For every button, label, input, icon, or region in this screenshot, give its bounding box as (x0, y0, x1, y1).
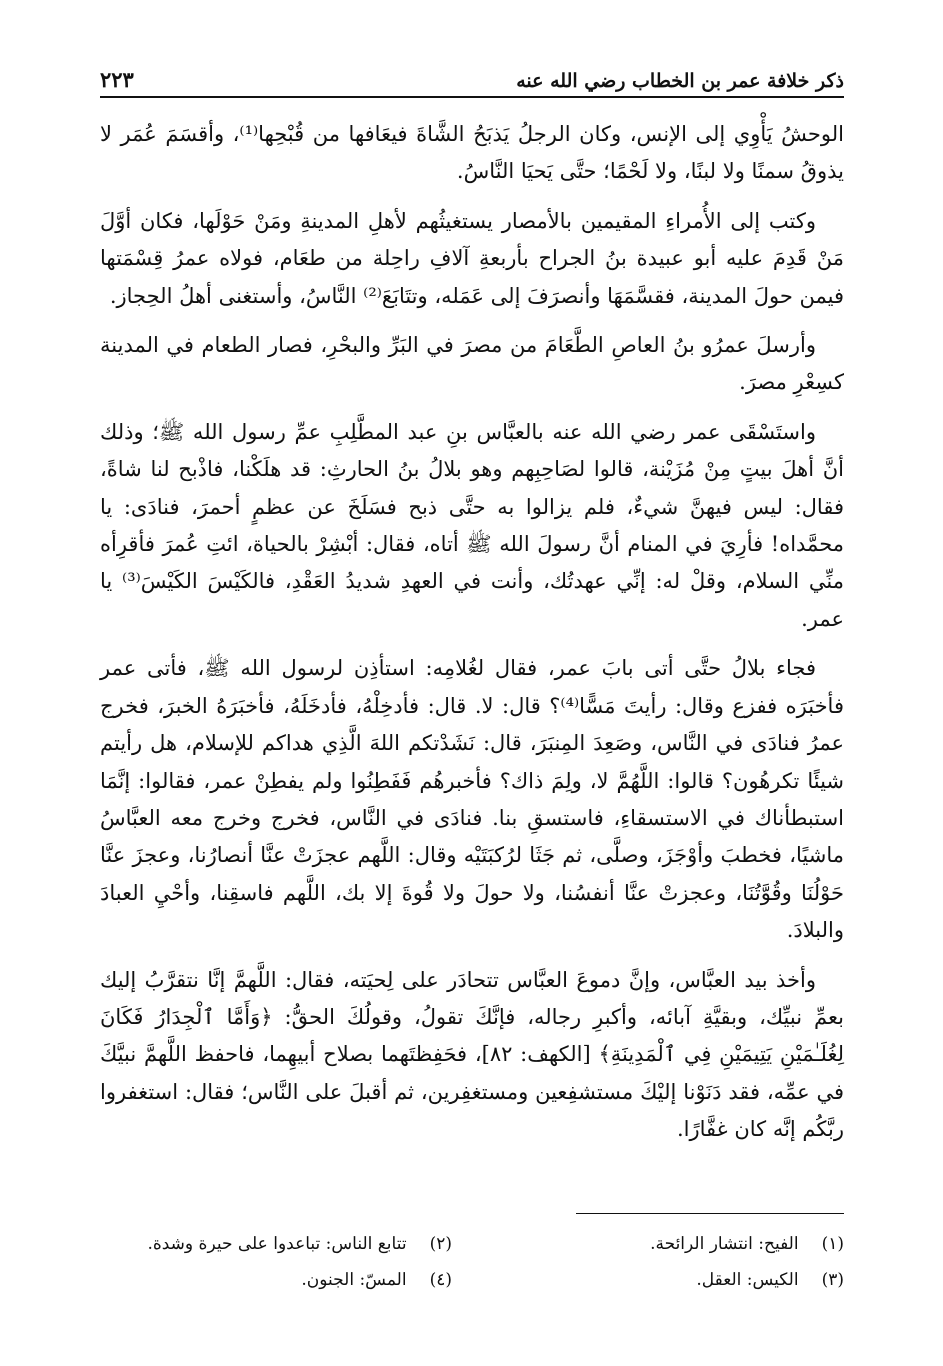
footnote-text: الفيح: انتشار الرائحة. (650, 1234, 799, 1254)
footnote-number: (١) (821, 1234, 844, 1254)
page-number: ٢٢٣ (100, 67, 134, 92)
footnote (492, 1226, 844, 1262)
footnote-text: الكيس: العقل. (696, 1270, 799, 1290)
footnote (100, 1262, 452, 1298)
paragraph: وأرسلَ عمرُو بنُ العاصِ الطَّعَامَ من مصرَ في البَرِّ والبحْرِ، فصار الطعام في المدينة كسِعْرِ مصرَ. (100, 333, 844, 395)
footnote-number: (٣) (821, 1270, 844, 1290)
footnotes (100, 1226, 844, 1298)
paragraph: وأخذ بيد العبَّاس، وإنَّ دموعَ العبَّاس تتحادَر على لِحيَته، فقال: اللَّهمَّ إنَّا نتقرَّبُ إليك بعمِّ نبيِّك، وبقيَّةِ آبائه، وأكبرِ رجاله، فإنَّكَ تقولُ، وقولُكَ الحقُّ: ﴿وَأَمَّا ٱلْجِدَارُ فَكَانَ لِغُلَـٰمَيْنِ يَتِيمَيْنِ فِي ٱلْمَدِينَةِ﴾ [الكهف: ٨٢]، فحَفِظتَهما بصلاح أبيهِما، فاحفظ اللَّهمَّ نبيَّكَ في عمِّه، فقد دَنَوْنا إليْكَ مستشفِعين ومستغفِرين، ثم أقبلَ على النَّاس؛ فقال: استغفروا ربَّكُم إنَّه كان غفَّارًا. (100, 967, 844, 1142)
paragraph: واستَسْقَى عمر رضي الله عنه بالعبَّاس بنِ عبد المطَّلِبِ عمِّ رسول الله ﷺ؛ وذلك أنَّ أهلَ بيتٍ مِنْ مُزَيْنة، قالوا لصَاحِبِهم وهو بلالُ بنُ الحارثِ: قد هلَكْنا، فاذْبح لنا شاةً، فقال: ليس فيهنَّ شيءٌ، فلم يزالوا به حتَّى ذبح فسَلَخَ عن عظمٍ أحمرَ، فنادَى: يا محمَّداه! فأرِيَ في المنام أنَّ رسولَ الله ﷺ أتاه، فقال: أبْشِرْ بالحياة، ائتِ عُمرَ فأقرِأه منِّي السلام، وقلْ له: إنِّي عهدتُك، وأنت في العهدِ شديدُ العَقْدِ، فالكَيْسَ الكَيْسَ⁽³⁾ يا عمر. (100, 419, 844, 631)
paragraph: وكتب إلى الأُمراءِ المقيمين بالأمصار يستغيثُهم لأهلِ المدينةِ ومَنْ حَوْلَها، فكان أوَّلَ مَنْ قَدِمَ عليه أبو عبيدة بنُ الجراح بأربعةِ آلافِ راحِلة من طعَام، فولاه عمرُ قِسْمَتها فيمن حولَ المدينة، فقسَّمَهَا وأنصرَفَ إلى عَمَله، وتتَابَعَ⁽²⁾ النَّاسُ، وأستغنى أهلُ الحِجاز. (100, 208, 844, 308)
paragraph: الوحشُ يَأْوِي إلى الإنس، وكان الرجلُ يَذبَحُ الشَّاةَ فيعَافها من قُبْحِها⁽¹⁾، وأقسَمَ عُمَر لا يذوقُ سمنًا ولا لبنًا، ولا لَحْمًا؛ حتَّى يَحيَا النَّاسُ. (100, 122, 844, 184)
footnote (100, 1226, 452, 1262)
paragraph: فجاء بلالُ حتَّى أتى بابَ عمر، فقال لغُلامِه: استأذِن لرسول الله ﷺ، فأتى عمر فأخبَرَه ففزع وقال: رأيتَ مَسًّا⁽⁴⁾؟ قال: لا. قال: فأدخِلْهُ، فأدخَلَهُ، فأخبَرَهُ الخبرَ، فخرج عمرُ فنادَى في النَّاس، وصَعِدَ المِنبَرَ، قال: نَشَدْتكم اللهَ الَّذِي هداكم للإسلام، هل رأيتم شيئًا تكرهُون؟ قالوا: اللَّهُمَّ لا، ولِمَ ذاك؟ فأخبرهُم فَفَطِنُوا ولم يفطِنْ عمر، فقالوا: إنَّمَا استبطأناك في الاستسقاءِ، فاستسقِ بنا. فنادَى في النَّاس، فخرج وخرج معه العبَّاسُ ماشيًا، فخطبَ وأوْجَزَ، وصلَّى، ثم جَثَا لرُكبَتَيْه وقال: اللَّهم عجزَتْ عنَّا أنصارُنا، وعجزَ عنَّا حَوْلُنَا وقُوَّتُنَا، وعجزتْ عنَّا أنفسُنا، ولا حولَ ولا قُوةَ إلا بك، اللَّهم فاسقِنا، وأحْيِ العبادَ والبلادَ. (100, 656, 844, 943)
running-header (100, 58, 844, 92)
body-text (100, 116, 844, 1161)
header-divider (100, 96, 844, 98)
footnote-text: تتابع الناس: تباعدوا على حيرة وشدة. (147, 1234, 407, 1254)
footnote-number: (٢) (429, 1234, 452, 1254)
footnote-number: (٤) (429, 1270, 452, 1290)
footnote-divider (576, 1213, 844, 1214)
footnote-text: المسّ: الجنون. (301, 1270, 407, 1290)
footnote (492, 1262, 844, 1298)
chapter-title: ذكر خلافة عمر بن الخطاب رضي الله عنه (516, 70, 844, 92)
